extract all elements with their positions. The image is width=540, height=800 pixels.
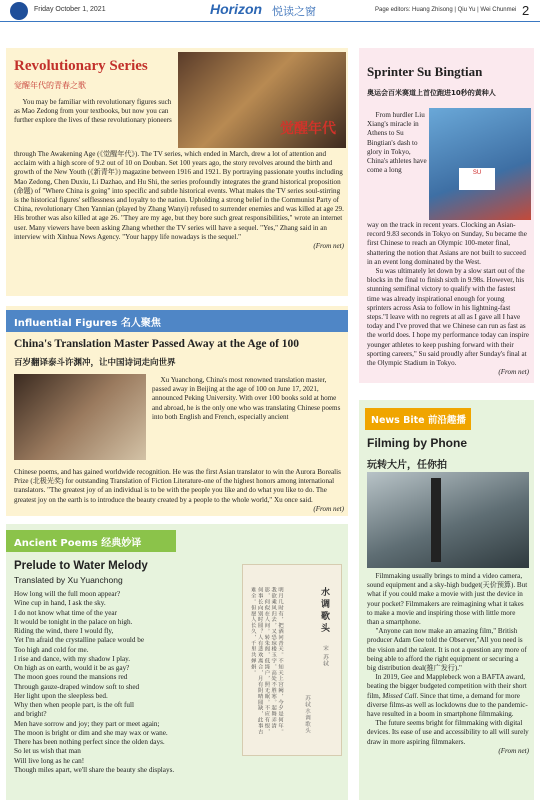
poem-line: So let us wish that man <box>14 747 81 756</box>
article-body: through The Awakening Age (《觉醒年代》). The TV series, which ended in March, drew a lot of attention and acclaim with a high score of 9.2 out of 10 on Douban. Set 100 years ago, the story revolves around the birth and growth of the New Youth (《新青年》) magazine between 1916 and 1921. By portraying passionate youths including Mao Zedong, Chen Duxiu, Li Dazhao, and Hu Shi, the series profoundly integrates the grand historical proposition (命题) of "Where China is going" into specific and subtle historical events. What makes the TV series soul-stirring is the historical figures' selflessness and loyalty to the nation. Upholding a strong belief in the Communist Party of China, revolutionary Chen Yannian (played by Zhang Wanyi) refused to surrender enemies and was killed at age 29. His brother was also killed at age 26. "They are my age, but they bore such great responsibilities," wrote an internet user. Many viewers have been asking Zhang whether the TV series will have a sequel. "Yes," Zhang said in an interview with Xinhua News Agency. "Your happy life nowadays is the sequel." (From net) <box>14 150 344 251</box>
article-sprinter <box>359 48 534 383</box>
article-subtitle-cn: 玩转大片，任你拍 <box>367 460 447 471</box>
poem-title: Prelude to Water Melody <box>14 560 148 572</box>
poem-line: and bright? <box>14 710 47 719</box>
brand-title-cn: 悦读之窗 <box>272 5 316 18</box>
poem-line: Riding the wind, there I would fly, <box>14 627 114 635</box>
race-bib: SU <box>459 168 495 190</box>
poem-line: The moon goes round the mansions red <box>14 673 128 682</box>
article-source: (From net) <box>498 746 529 755</box>
section-band: Influential Figures 名人聚焦 <box>6 310 348 332</box>
sprinter-photo <box>429 108 531 220</box>
article-subtitle-cn: 百岁翻译泰斗许渊冲，让中国诗词走向世界 <box>14 358 176 368</box>
phone-filming-photo <box>367 472 529 568</box>
article-title: Revolutionary Series <box>14 58 148 74</box>
article-revolutionary-series <box>6 48 348 296</box>
poem-line: Men have sorrow and joy; they part or meet again; <box>14 719 160 728</box>
brand-title: Horizon <box>210 1 263 17</box>
poem-line: There has been nothing perfect since the olden days. <box>14 738 165 746</box>
section-band: Ancient Poems 经典妙译 <box>6 530 176 552</box>
page-number: 2 <box>522 3 530 18</box>
article-body: Filmmaking usually brings to mind a video camera, sound equipment and a sky-high budget(天价预算). But what if you could make a movie with just the device in your pocket? Filmmakers are reimagining what it takes to make a movie and inspiring those with little more than a smartphone. "Anyone can now make an amazing film," British producer Adam Gee told the Observer,"All you need is the vision and the talent. It is not a question any more of being able to afford the right equipment or securing a big distribution deal(推广发行)." In 2019, Gee and Mapplebeck won a BAFTA award, beating the bigger budgeted competition with their short film, Missed Call. Since that time, a demand for more diverse films-as well as lockdowns due to the pandemic-have resulted in a boom in smartphone filmmaking. The future seems bright for filmmaking with digital devices. Its ease of use and accessibility to all will surely draw in more aspiring filmmakers. (From net) <box>367 572 529 755</box>
article-source: (From net) <box>313 504 344 513</box>
article-source: (From net) <box>313 242 344 251</box>
scroll-author: 宋 苏轼 <box>322 645 328 668</box>
poem-line: Why then when people part, is the oft full <box>14 701 134 709</box>
calligraphy-scroll-image <box>242 564 342 756</box>
page-editors: Page editors: Huang Zhisong | Qiu Yu | Wei Chunmei <box>375 7 517 13</box>
poem-line: I do not know what time of the year <box>14 608 117 617</box>
poem-line: How long will the full moon appear? <box>14 590 121 598</box>
poster-title: 觉醒年代 <box>280 121 336 137</box>
newspaper-logo-icon <box>10 2 28 20</box>
poem-translator: Translated by Xu Yuanchong <box>14 575 123 585</box>
article-subtitle-cn: 觉醒年代的青春之歌 <box>14 81 86 90</box>
article-title: Sprinter Su Bingtian <box>367 64 483 79</box>
article-title: Filming by Phone <box>367 436 468 450</box>
scroll-signature: 苏轼水调歌头 <box>304 695 310 734</box>
poem-line: I rise and dance, with my shadow I play. <box>14 654 131 663</box>
article-filming-by-phone <box>359 400 534 800</box>
poem-line: It would be tonight in the palace on high. <box>14 617 133 626</box>
poem-line: The moon is bright or dim and she may wax or wane. <box>14 728 168 737</box>
article-intro: Xu Yuanchong, China's most renowned translation master, passed away in Beijing at the age of 100 on June 17, 2021, announced Peking University. With over 100 books sold at home and abroad, he is the only one who was translating Chinese poems into both English and French, especially ancient <box>152 376 341 421</box>
article-translation-master <box>6 306 348 516</box>
phone-gimbal-icon <box>431 478 441 562</box>
poem-line: Wine cup in hand, I ask the sky. <box>14 599 106 608</box>
poem-line: Too high and cold for me. <box>14 645 89 654</box>
article-intro: From hurdler Liu Xiang's miracle in Athens to Su Bingtian's dash to glory in Tokyo, China's athletes have come a long <box>367 111 427 175</box>
page-header <box>0 0 540 22</box>
article-subtitle-cn: 奥运会百米赛道上首位跑进10秒的黄种人 <box>367 89 496 97</box>
poem-text <box>14 590 234 775</box>
poem-line: Her light upon the sleepless bed. <box>14 691 108 700</box>
article-source: (From net) <box>498 368 529 377</box>
poem-line: Though miles apart, we'll share the beauty she displays. <box>14 765 175 774</box>
article-title: China's Translation Master Passed Away at the Age of 100 <box>14 338 300 350</box>
scroll-body: 明月几时有，把酒问青天。不知天上宫阙，今夕是何年。我欲乘风归去，又恐琼楼玉宇，高处不胜寒。起舞弄清影，何似在人间。转朱阁，低绮户，照无眠。不应有恨，何事长向别时圆？人有悲欢离合，月有阴晴圆缺，此事古难全。但愿人长久，千里共婵娟。 <box>249 587 283 735</box>
poem-line: Through gauze-draped window soft to shed <box>14 682 140 691</box>
poem-line: Will live long as he can! <box>14 756 85 765</box>
portrait-photo <box>14 374 146 460</box>
film-title: Missed Call <box>382 691 417 700</box>
poem-line: On high as on earth, would it be as gay? <box>14 664 130 672</box>
poem-line: Yet I'm afraid the crystalline palace would be <box>14 636 145 645</box>
scroll-title: 水调歌头 <box>319 587 329 635</box>
article-ancient-poems <box>6 524 348 800</box>
article-body: Chinese poems, and has gained worldwide recognition. He was the first Asian translator to win the Aurora Borealis Prize (北极光奖) for outstanding Translation of Fiction Literature-one of the highest honors among international translators. "The greatest joy of an individual is to be with the people you like and do what you like to do. The greatest joy on the earth is to introduce the beauty created by a people to the whole world," Xu once said. (From net) <box>14 468 344 513</box>
tv-series-poster-image <box>178 52 346 148</box>
article-body: way on the track in recent years. Clocking an Asian-record 9.83 seconds in Tokyo on Sunday, Su became the first Chinese to reach an Olympic 100-meter final, shattering the notion that Asians are not built to succeed in an event long dominated by the West. Su was ultimately let down by a slow start out of the blocks in the final to finish sixth in 9.98s. However, his stunning semifinal victory to qualify with the fastest time was already inspirational enough for young sprinters across Asia to follow in his lightning-fast steps."I leave with no regrets at all as I gave all I have today and I've proved that we Chinese can run as fast as the world does. I hope my performance today can inspire younger athletes to keep pushing forward with their sporting careers," Su said proudly after Sunday's final at the Olympic Stadium in Tokyo. (From net) <box>367 221 529 377</box>
article-intro: You may be familiar with revolutionary figures such as Mao Zedong from your textbooks, but now you can further explore the lives of these revolutionary pioneers <box>14 98 172 125</box>
issue-date: Friday October 1, 2021 <box>34 6 106 13</box>
section-band: News Bite 前沿趣播 <box>365 408 471 430</box>
